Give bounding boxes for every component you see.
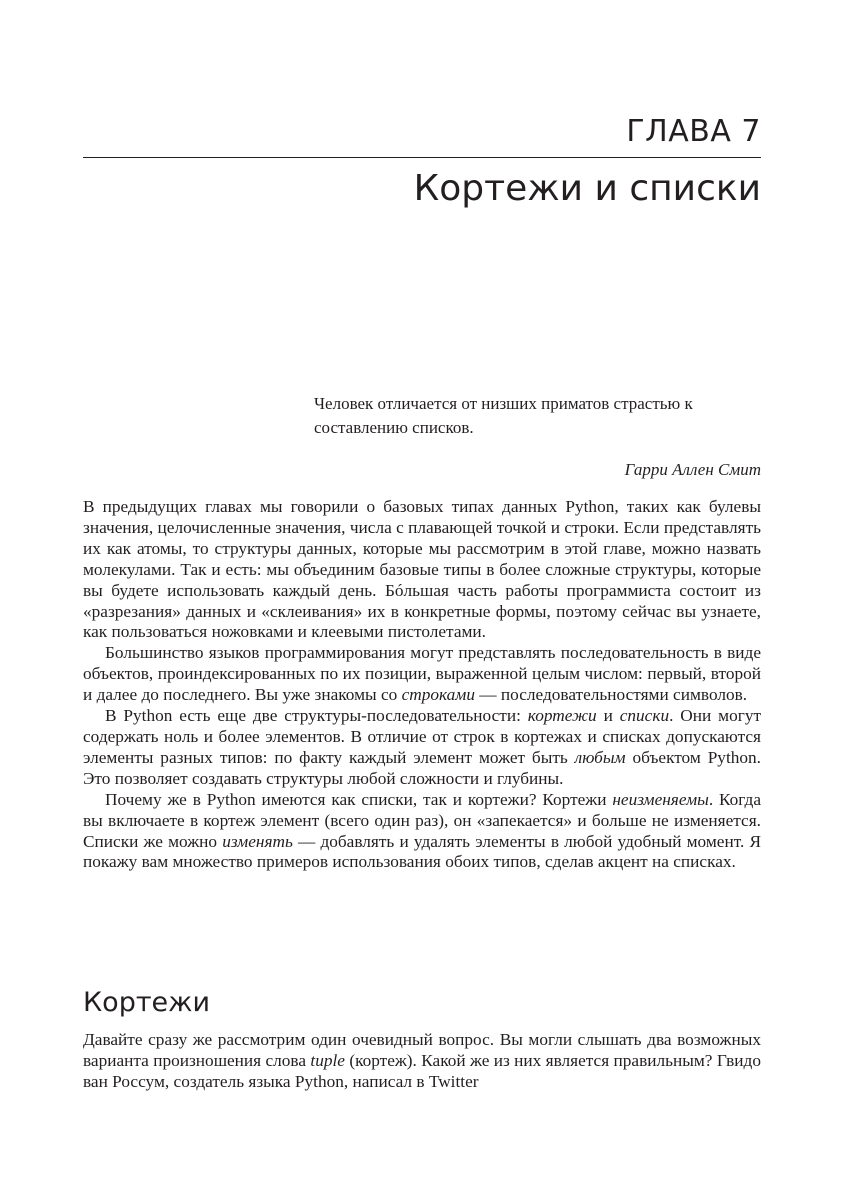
emphasis-tuples: кортежи (527, 706, 597, 726)
emphasis-any: любым (574, 747, 626, 767)
chapter-intro (83, 497, 761, 873)
paragraph-1: В предыдущих главах мы говорили о базовых типах данных Python, таких как булевы значения, целочисленные значения, числа с плавающей точкой и строки. Если представлять их как атомы, то структуры данных, которые мы рассмотрим в этой главе, можно назвать молекулами. Так и есть: мы объединим базовые типы в более сложные структуры, которые вы будете использовать каждый день. Бóльшая часть работы программиста состоит из «разрезания» данных и «склеивания» их в конкретные формы, поэтому сейчас вы узнаете, как пользоваться ножовками и клеевыми пистолетами. (83, 497, 761, 642)
paragraph-2: Большинство языков программирования могут представлять последовательность в виде объектов, проиндексированных по их позиции, выраженной целым числом: первый, второй и далее до последнего. Вы уже знакомы со строками — последовательностями символов. (83, 643, 761, 705)
chapter-title: Кортежи и списки (413, 168, 761, 209)
epigraph-quote: Человек отличается от низших приматов страстью к составлению списков. (314, 394, 693, 437)
section-heading: Кортежи (83, 987, 211, 1018)
epigraph (314, 392, 761, 482)
emphasis-mutable: изменять (222, 831, 293, 851)
emphasis-immutable: неизменяемы (612, 789, 709, 809)
section-paragraph: Давайте сразу же рассмотрим один очевидный вопрос. Вы могли слышать два возможных варианта произношения слова tuple (кортеж). Какой же из них является правильным? Гвидо ван Россум, создатель языка Python, написал в Twitter (83, 1030, 761, 1091)
chapter-divider (83, 157, 761, 158)
emphasis-lists: списки (619, 706, 670, 726)
emphasis-tuple: tuple (310, 1050, 345, 1070)
epigraph-author: Гарри Аллен Смит (624, 460, 761, 479)
section-body (83, 1030, 761, 1093)
chapter-label: ГЛАВА 7 (626, 114, 761, 149)
emphasis-strings: строками (401, 685, 475, 705)
paragraph-3: В Python есть еще две структуры-последовательности: кортежи и списки. Они могут содержать ноль и более элементов. В отличие от строк в кортежах и списках допускаются элементы разных типов: по факту каждый элемент может быть любым объектом Python. Это позволяет создавать структуры любой сложности и глубины. (83, 706, 762, 788)
paragraph-4: Почему же в Python имеются как списки, так и кортежи? Кортежи неизменяемы. Когда вы включаете в кортеж элемент (всего один раз), он «запекается» и больше не изменяется. Списки же можно изменять — добавлять и удалять элементы в любой удобный момент. Я покажу вам множество примеров использования обоих типов, сделав акцент на списках. (83, 789, 762, 872)
